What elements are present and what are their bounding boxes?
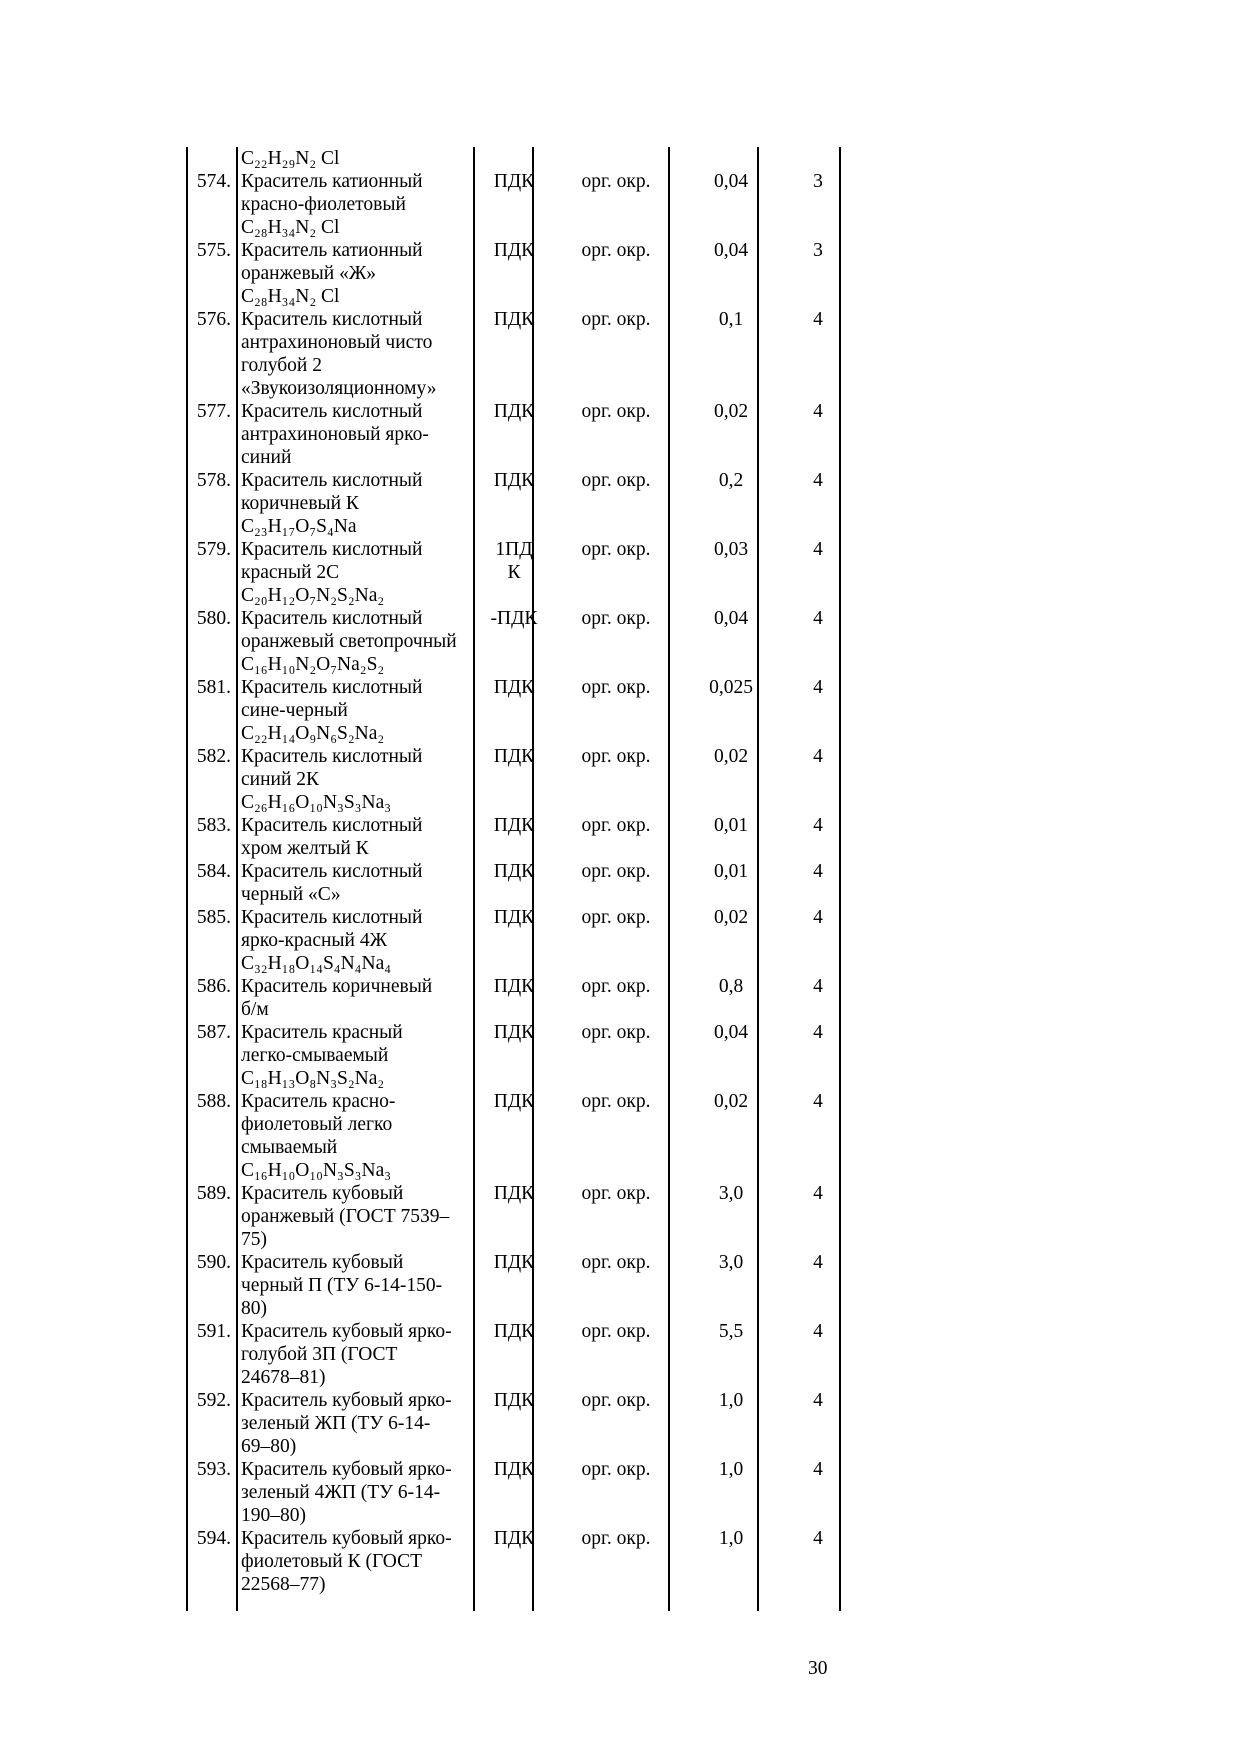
- substance-name-line: Краситель кислотный: [241, 861, 423, 882]
- norm-type: [483, 814, 545, 837]
- substance-name: [241, 1021, 477, 1090]
- row-number: 576.: [196, 309, 231, 330]
- limiting-indicator: орг. окр.: [581, 976, 651, 997]
- limiting-indicator: орг. окр.: [581, 1528, 651, 1549]
- norm-type: [483, 538, 545, 584]
- concentration-value: 1,0: [718, 1459, 744, 1480]
- substance-name-line: 24678–81): [241, 1367, 326, 1388]
- hazard-class: 4: [813, 815, 823, 836]
- substance-name: [241, 1320, 477, 1389]
- substance-name-line: Краситель кубовый ярко-: [241, 1321, 452, 1342]
- substance-name-line: Краситель кубовый ярко-: [241, 1528, 452, 1549]
- substance-name-line: Краситель катионный: [241, 171, 423, 192]
- substance-name: [241, 676, 477, 745]
- table-body: [187, 170, 849, 1596]
- chemical-formula: C₂₆H₁₆O₁₀N₃S₃Na₃: [241, 792, 392, 813]
- limiting-indicator: орг. окр.: [581, 1252, 651, 1273]
- norm-type-line: ПДК: [493, 1252, 535, 1273]
- limiting-indicator: орг. окр.: [581, 1321, 651, 1342]
- hazard-class: 4: [813, 1091, 823, 1112]
- norm-type: [483, 1389, 545, 1412]
- hazard-class: 4: [813, 1183, 823, 1204]
- substance-name-line: Краситель кубовый: [241, 1183, 404, 1204]
- hazard-class: 4: [813, 907, 823, 928]
- substance-name-line: Краситель катионный: [241, 240, 423, 261]
- substance-name-line: 69–80): [241, 1436, 297, 1457]
- limiting-indicator: орг. окр.: [581, 677, 651, 698]
- chemical-formula: C₂₃H₁₇O₇S₄Na: [241, 516, 357, 537]
- chemical-formula: C₁₆H₁₀N₂O₇Na₂S₂: [241, 654, 385, 675]
- substance-name-line: Краситель кубовый ярко-: [241, 1390, 452, 1411]
- limiting-indicator: орг. окр.: [581, 401, 651, 422]
- row-number: 584.: [196, 861, 231, 882]
- concentration-value: 0,01: [713, 815, 749, 836]
- hazard-class: 4: [813, 1022, 823, 1043]
- table-row: [187, 469, 849, 538]
- hazard-class: 4: [813, 1321, 823, 1342]
- hazard-class: 4: [813, 608, 823, 629]
- norm-type: [483, 1021, 545, 1044]
- substance-name: [241, 975, 477, 1021]
- substance-name-line: оранжевый (ГОСТ 7539–: [241, 1206, 450, 1227]
- substance-name-line: Краситель кислотный: [241, 815, 423, 836]
- norm-type: [483, 607, 545, 630]
- norm-type: [483, 1090, 545, 1113]
- norm-type-line: ПДК: [493, 1022, 535, 1043]
- substance-name-line: антрахиноновый чисто: [241, 332, 433, 353]
- substance-name-line: Краситель кислотный: [241, 309, 423, 330]
- norm-type-line: ПДК: [493, 677, 535, 698]
- substance-name-line: Краситель красно-: [241, 1091, 396, 1112]
- norm-type-line: К: [507, 562, 521, 583]
- norm-type-line: ПДК: [493, 1528, 535, 1549]
- substance-name-line: голубой 2: [241, 355, 322, 376]
- concentration-value: 0,8: [718, 976, 744, 997]
- hazard-class: 3: [813, 171, 823, 192]
- norm-type-line: ПДК: [493, 1390, 535, 1411]
- substance-name: [241, 814, 477, 860]
- row-number: 591.: [196, 1321, 231, 1342]
- concentration-value: 0,1: [718, 309, 744, 330]
- table-row: [187, 400, 849, 469]
- hazard-class: 4: [813, 309, 823, 330]
- concentration-value: 0,01: [713, 861, 749, 882]
- table-row: [187, 814, 849, 860]
- substance-name: [241, 400, 477, 469]
- table-row: [187, 745, 849, 814]
- chemical-formula: C₁₈H₁₃O₈N₃S₂Na₂: [241, 1068, 385, 1089]
- table-row: [187, 308, 849, 400]
- concentration-value: 0,04: [713, 608, 749, 629]
- norm-type: [483, 1458, 545, 1481]
- hazard-class: 4: [813, 677, 823, 698]
- limiting-indicator: орг. окр.: [581, 861, 651, 882]
- norm-type: [483, 676, 545, 699]
- norm-type-line: ПДК: [493, 746, 535, 767]
- substance-name-line: черный П (ТУ 6-14-150-: [241, 1275, 443, 1296]
- concentration-value: 0,2: [718, 470, 744, 491]
- concentration-value: 0,02: [713, 401, 749, 422]
- table-row: [187, 1021, 849, 1090]
- substance-name: [241, 538, 477, 607]
- row-number: 579.: [196, 539, 231, 560]
- substance-name-line: Краситель кислотный: [241, 470, 423, 491]
- limiting-indicator: орг. окр.: [581, 240, 651, 261]
- substance-name: [241, 745, 477, 814]
- table-row: [187, 1182, 849, 1251]
- concentration-value: 0,025: [709, 677, 753, 698]
- row-number: 575.: [196, 240, 231, 261]
- limiting-indicator: орг. окр.: [581, 171, 651, 192]
- substance-name: [241, 1182, 477, 1251]
- concentration-value: 1,0: [718, 1390, 744, 1411]
- norm-type-line: ПДК: [493, 470, 535, 491]
- substance-name-line: 22568–77): [241, 1574, 326, 1595]
- substance-name-line: ярко-красный 4Ж: [241, 930, 388, 951]
- concentration-value: 3,0: [718, 1252, 744, 1273]
- limiting-indicator: орг. окр.: [581, 1091, 651, 1112]
- substance-name-line: 80): [241, 1298, 267, 1319]
- hazard-class: 4: [813, 1459, 823, 1480]
- substance-name-line: зеленый ЖП (ТУ 6-14-: [241, 1413, 431, 1434]
- norm-type: [483, 469, 545, 492]
- concentration-value: 0,04: [713, 171, 749, 192]
- limiting-indicator: орг. окр.: [581, 1390, 651, 1411]
- chemical-formula: C₁₆H₁₀O₁₀N₃S₃Na₃: [241, 1160, 392, 1181]
- substance-name-line: оранжевый светопрочный: [241, 631, 457, 652]
- norm-type-line: 1ПД: [495, 539, 533, 560]
- substance-name-line: хром желтый К: [241, 838, 369, 859]
- substance-name-line: Краситель кислотный: [241, 677, 423, 698]
- limiting-indicator: орг. окр.: [581, 539, 651, 560]
- substance-name: [241, 1458, 477, 1527]
- table-row: [187, 975, 849, 1021]
- concentration-value: 0,02: [713, 1091, 749, 1112]
- limiting-indicator: орг. окр.: [581, 815, 651, 836]
- table-row: [187, 1389, 849, 1458]
- concentration-value: 0,02: [713, 907, 749, 928]
- hazard-class: 4: [813, 539, 823, 560]
- norm-type-line: ПДК: [493, 907, 535, 928]
- substance-name-line: зеленый 4ЖП (ТУ 6-14-: [241, 1482, 441, 1503]
- substance-name-line: фиолетовый К (ГОСТ: [241, 1551, 422, 1572]
- substance-name-line: б/м: [241, 999, 269, 1020]
- substance-name: [241, 239, 477, 308]
- limiting-indicator: орг. окр.: [581, 746, 651, 767]
- limiting-indicator: орг. окр.: [581, 1183, 651, 1204]
- norm-type-line: ПДК: [493, 309, 535, 330]
- hazard-class: 4: [813, 1528, 823, 1549]
- limiting-indicator: орг. окр.: [581, 309, 651, 330]
- table-row: [187, 538, 849, 607]
- norm-type: [483, 860, 545, 883]
- substance-name: [241, 308, 477, 400]
- substance-name-line: Краситель кубовый: [241, 1252, 404, 1273]
- row-number: 589.: [196, 1183, 231, 1204]
- substance-name: [241, 1527, 477, 1596]
- substance-name-line: Краситель красный: [241, 1022, 403, 1043]
- row-number: 586.: [196, 976, 231, 997]
- row-number: 583.: [196, 815, 231, 836]
- row-number: 578.: [196, 470, 231, 491]
- norm-type: [483, 400, 545, 423]
- row-number: 582.: [196, 746, 231, 767]
- limiting-indicator: орг. окр.: [581, 608, 651, 629]
- concentration-value: 0,02: [713, 746, 749, 767]
- norm-type-line: -ПДК: [490, 608, 538, 629]
- substance-name: [241, 1389, 477, 1458]
- hazard-class: 4: [813, 861, 823, 882]
- substance-name-line: Краситель кислотный: [241, 608, 423, 629]
- norm-type-line: ПДК: [493, 240, 535, 261]
- row-number: 587.: [196, 1022, 231, 1043]
- substance-name-line: черный «С»: [241, 884, 341, 905]
- row-number: 594.: [196, 1528, 231, 1549]
- substance-name-line: синий 2К: [241, 769, 320, 790]
- norm-type-line: ПДК: [493, 1091, 535, 1112]
- page-number: 30: [808, 1658, 828, 1679]
- chemical-formula: C₂₈H₃₄N₂ Cl: [241, 217, 340, 238]
- substances-table: [187, 147, 849, 1596]
- norm-type-line: ПДК: [493, 976, 535, 997]
- limiting-indicator: орг. окр.: [581, 907, 651, 928]
- table-row: [187, 607, 849, 676]
- hazard-class: 4: [813, 1390, 823, 1411]
- norm-type: [483, 975, 545, 998]
- row-number: 580.: [196, 608, 231, 629]
- substance-name-line: Краситель кислотный: [241, 539, 423, 560]
- norm-type: [483, 239, 545, 262]
- hazard-class: 4: [813, 1252, 823, 1273]
- row-number: 593.: [196, 1459, 231, 1480]
- concentration-value: 0,04: [713, 1022, 749, 1043]
- substance-name: [241, 469, 477, 538]
- concentration-value: 3,0: [718, 1183, 744, 1204]
- concentration-value: 0,03: [713, 539, 749, 560]
- substance-name-line: сине-черный: [241, 700, 348, 721]
- norm-type-line: ПДК: [493, 171, 535, 192]
- table-row: [187, 1090, 849, 1182]
- hazard-class: 4: [813, 746, 823, 767]
- hazard-class: 4: [813, 401, 823, 422]
- row-number: 574.: [196, 171, 231, 192]
- norm-type: [483, 1251, 545, 1274]
- hazard-class: 4: [813, 470, 823, 491]
- table-row: [187, 1527, 849, 1596]
- substance-name-line: «Звукоизоляционному»: [241, 378, 437, 399]
- limiting-indicator: орг. окр.: [581, 470, 651, 491]
- norm-type-line: ПДК: [493, 1459, 535, 1480]
- substance-name-line: смываемый: [241, 1137, 338, 1158]
- norm-type-line: ПДК: [493, 1183, 535, 1204]
- hazard-class: 4: [813, 976, 823, 997]
- table-row: [187, 860, 849, 906]
- substance-name-line: Краситель кислотный: [241, 746, 423, 767]
- substance-name-line: 190–80): [241, 1505, 306, 1526]
- row-number: 577.: [196, 401, 231, 422]
- top-formula: C₂₂H₂₉N₂ Cl: [241, 148, 340, 169]
- substance-name-line: красно-фиолетовый: [241, 194, 406, 215]
- norm-type-line: ПДК: [493, 1321, 535, 1342]
- substance-name-line: антрахиноновый ярко-: [241, 424, 429, 445]
- limiting-indicator: орг. окр.: [581, 1459, 651, 1480]
- norm-type-line: ПДК: [493, 861, 535, 882]
- substance-name-line: Краситель кислотный: [241, 401, 423, 422]
- norm-type: [483, 170, 545, 193]
- norm-type-line: ПДК: [493, 815, 535, 836]
- chemical-formula: C₂₂H₁₄O₉N₆S₂Na₂: [241, 723, 385, 744]
- substance-name-line: 75): [241, 1229, 267, 1250]
- substance-name: [241, 1251, 477, 1320]
- hazard-class: 3: [813, 240, 823, 261]
- norm-type: [483, 1182, 545, 1205]
- norm-type: [483, 1527, 545, 1550]
- substance-name-line: коричневый К: [241, 493, 359, 514]
- substance-name-line: легко-смываемый: [241, 1045, 389, 1066]
- table-top-formula-row: [187, 147, 849, 170]
- table-row: [187, 1320, 849, 1389]
- substance-name: [241, 607, 477, 676]
- substance-name: [241, 906, 477, 975]
- table-row: [187, 906, 849, 975]
- substance-name: [241, 860, 477, 906]
- row-number: 588.: [196, 1091, 231, 1112]
- row-number: 581.: [196, 677, 231, 698]
- substance-name: [241, 1090, 477, 1182]
- norm-type: [483, 906, 545, 929]
- concentration-value: 5,5: [718, 1321, 744, 1342]
- substance-name-line: Краситель коричневый: [241, 976, 433, 997]
- substance-name-line: синий: [241, 447, 292, 468]
- substance-name-line: красный 2С: [241, 562, 340, 583]
- substance-name: [241, 170, 477, 239]
- norm-type: [483, 1320, 545, 1343]
- norm-type-line: ПДК: [493, 401, 535, 422]
- table-row: [187, 170, 849, 239]
- concentration-value: 1,0: [718, 1528, 744, 1549]
- substance-name-line: фиолетовый легко: [241, 1114, 393, 1135]
- chemical-formula: C₂₈H₃₄N₂ Cl: [241, 286, 340, 307]
- table-row: [187, 239, 849, 308]
- substance-name-line: оранжевый «Ж»: [241, 263, 377, 284]
- substance-name-line: Краситель кубовый ярко-: [241, 1459, 452, 1480]
- norm-type: [483, 308, 545, 331]
- chemical-formula: C₃₂H₁₈O₁₄S₄N₄Na₄: [241, 953, 392, 974]
- substance-name-line: Краситель кислотный: [241, 907, 423, 928]
- table-row: [187, 1458, 849, 1527]
- row-number: 585.: [196, 907, 231, 928]
- substance-name-line: голубой 3П (ГОСТ: [241, 1344, 398, 1365]
- table-row: [187, 1251, 849, 1320]
- row-number: 592.: [196, 1390, 231, 1411]
- row-number: 590.: [196, 1252, 231, 1273]
- limiting-indicator: орг. окр.: [581, 1022, 651, 1043]
- concentration-value: 0,04: [713, 240, 749, 261]
- table-row: [187, 676, 849, 745]
- chemical-formula: C₂₀H₁₂O₇N₂S₂Na₂: [241, 585, 385, 606]
- norm-type: [483, 745, 545, 768]
